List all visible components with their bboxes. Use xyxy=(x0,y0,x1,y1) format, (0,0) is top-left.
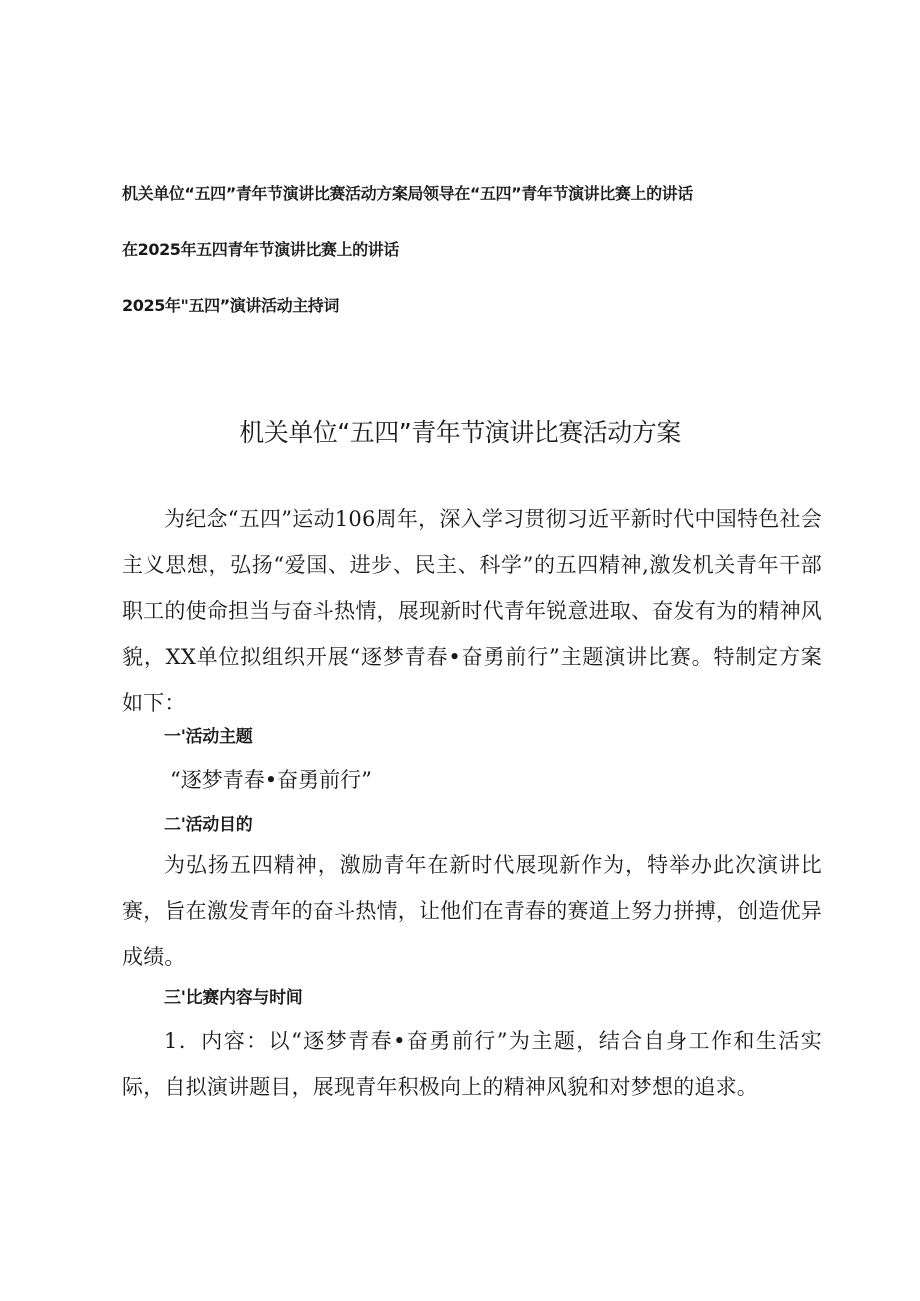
toc-item-1: 机关单位“五四”青年节演讲比赛活动方案局领导在“五四”青年节演讲比赛上的讲话 xyxy=(122,184,693,203)
section-3-item-1: 1．内容：以“逐梦青春•奋勇前行”为主题，结合自身工作和生活实际，自拟演讲题目，展现青年积极向上的精神风貌和对梦想的追求。 xyxy=(122,1029,822,1099)
section-1-heading: 一'活动主题 xyxy=(164,727,253,747)
section-2-heading: 二'活动目的 xyxy=(164,815,253,835)
section-3-heading: 三'比赛内容与时间 xyxy=(164,988,303,1008)
document-title: 机关单位“五四”青年节演讲比赛活动方案 xyxy=(239,418,681,447)
intro-paragraph: 为纪念“五四”运动106周年，深入学习贯彻习近平新时代中国特色社会主义思想，弘扬“爱国、进步、民主、科学”的五四精神,激发机关青年干部职工的使命担当与奋斗热情，展现新时代青年锐意进取、奋发有为的精神风貌，XX单位拟组织开展“逐梦青春•奋勇前行”主题演讲比赛。特制定方案如下： xyxy=(122,507,822,715)
section-1-body: “逐梦青春•奋勇前行” xyxy=(170,768,372,792)
toc-item-3: 2025年"五四”演讲活动主持词 xyxy=(122,296,339,315)
section-2-body: 为弘扬五四精神，激励青年在新时代展现新作为，特举办此次演讲比赛，旨在激发青年的奋斗热情，让他们在青春的赛道上努力拼搏，创造优异成绩。 xyxy=(122,853,822,969)
toc-item-2: 在2025年五四青年节演讲比赛上的讲话 xyxy=(122,240,399,259)
